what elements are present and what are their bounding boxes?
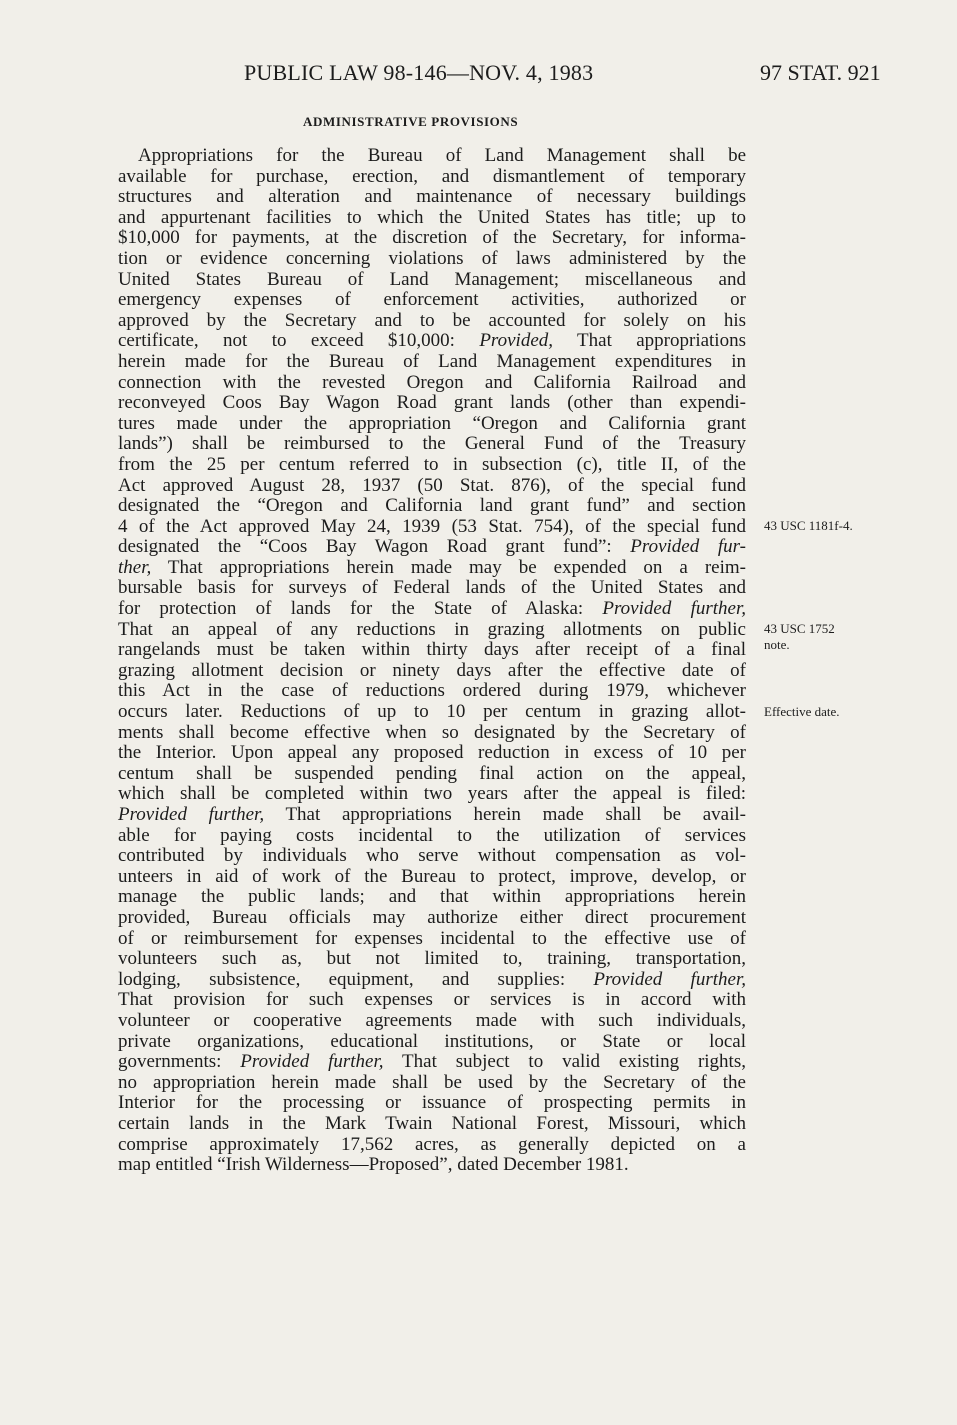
margin-note-citation-2 — [764, 621, 835, 653]
body-line: provided, Bureau officials may authorize either direct procurement — [118, 906, 746, 928]
body-line: tion or evidence concerning violations of laws administered by the — [118, 247, 746, 269]
body-line: That an appeal of any reductions in grazing allotments on public — [118, 618, 746, 640]
body-line: and appurtenant facilities to which the United States has title; up to — [118, 206, 746, 228]
body-line: lodging, subsistence, equipment, and supplies: Provided further, — [118, 968, 746, 990]
body-line: Provided further, That appropriations herein made shall be avail- — [118, 804, 746, 825]
body-line: structures and alteration and maintenance of necessary buildings — [118, 186, 746, 208]
margin-note-citation-1: 43 USC 1181f-4. — [764, 518, 853, 533]
body-line: certain lands in the Mark Twain National Forest, Missouri, which — [118, 1112, 746, 1134]
body-line: lands”) shall be reimbursed to the General Fund of the Treasury — [118, 433, 746, 455]
body-line: comprise approximately 17,562 acres, as generally depicted on a — [118, 1133, 746, 1155]
body-line: volunteer or cooperative agreements made with such individuals, — [118, 1009, 746, 1031]
body-line: That provision for such expenses or services is in accord with — [118, 989, 746, 1011]
body-line: ments shall become effective when so designated by the Secretary of — [118, 721, 746, 743]
body-line: which shall be completed within two years after the appeal is filed: — [118, 783, 746, 805]
body-line: private organizations, educational institutions, or State or local — [118, 1030, 746, 1052]
body-line: available for purchase, erection, and dismantlement of temporary — [118, 165, 746, 187]
body-line: ther, That appropriations herein made may be expended on a reim- — [118, 556, 746, 578]
running-header-law: PUBLIC LAW 98-146—NOV. 4, 1983 — [244, 60, 594, 85]
body-line: 4 of the Act approved May 24, 1939 (53 Stat. 754), of the special fund — [118, 515, 746, 537]
body-line: grazing allotment decision or ninety days after the effective date of — [118, 659, 746, 681]
body-line: manage the public lands; and that within appropriations herein — [118, 886, 746, 908]
body-line: connection with the revested Oregon and California Railroad and — [118, 371, 746, 393]
body-line: able for paying costs incidental to the utilization of services — [118, 824, 746, 846]
body-line: $10,000 for payments, at the discretion of the Secretary, for informa- — [118, 227, 746, 249]
body-line: Act approved August 28, 1937 (50 Stat. 876), of the special fund — [118, 474, 746, 496]
body-line: map entitled “Irish Wilderness—Proposed”, dated December 1981. — [118, 1154, 629, 1176]
body-line: Interior for the processing or issuance of prospecting permits in — [118, 1092, 746, 1114]
margin-note-citation-2-line-2: note. — [764, 637, 790, 652]
body-line: contributed by individuals who serve without compensation as vol- — [118, 845, 746, 867]
body-line: Appropriations for the Bureau of Land Management shall be — [138, 145, 746, 166]
body-line: tures made under the appropriation “Oregon and California grant — [118, 412, 746, 434]
body-line: emergency expenses of enforcement activities, authorized or — [118, 289, 746, 311]
margin-note-effective-date: Effective date. — [764, 704, 840, 719]
body-line: unteers in aid of work of the Bureau to protect, improve, develop, or — [118, 865, 746, 887]
body-line: United States Bureau of Land Management; miscellaneous and — [118, 268, 746, 290]
body-line: the Interior. Upon appeal any proposed reduction in excess of 10 per — [118, 742, 746, 764]
body-line: of or reimbursement for expenses incidental to the effective use of — [118, 927, 746, 949]
body-line: this Act in the case of reductions ordered during 1979, whichever — [118, 680, 746, 702]
margin-note-citation-2-line-1: 43 USC 1752 — [764, 621, 835, 636]
body-line: reconveyed Coos Bay Wagon Road grant lands (other than expendi- — [118, 392, 746, 414]
body-line: rangelands must be taken within thirty days after receipt of a final — [118, 639, 746, 661]
body-line: centum shall be suspended pending final action on the appeal, — [118, 762, 746, 784]
body-line: volunteers such as, but not limited to, training, transportation, — [118, 948, 746, 970]
running-header-page-number: 97 STAT. 921 — [760, 60, 881, 85]
body-paragraph — [118, 146, 746, 1176]
body-line: approved by the Secretary and to be accounted for solely on his — [118, 309, 746, 331]
body-line: designated the “Oregon and California land grant fund” and section — [118, 495, 746, 517]
body-line: certificate, not to exceed $10,000: Provided, That appropriations — [118, 330, 746, 352]
body-line: bursable basis for surveys of Federal lands of the United States and — [118, 577, 746, 599]
body-line: herein made for the Bureau of Land Management expenditures in — [118, 350, 746, 372]
body-line: occurs later. Reductions of up to 10 per centum in grazing allot- — [118, 701, 746, 723]
body-line: no appropriation herein made shall be used by the Secretary of the — [118, 1071, 746, 1093]
body-line: governments: Provided further, That subject to valid existing rights, — [118, 1051, 746, 1073]
section-title: ADMINISTRATIVE PROVISIONS — [303, 114, 519, 129]
body-line: for protection of lands for the State of Alaska: Provided further, — [118, 598, 746, 620]
body-line: designated the “Coos Bay Wagon Road grant fund”: Provided fur- — [118, 536, 746, 558]
body-line: from the 25 per centum referred to in subsection (c), title II, of the — [118, 453, 746, 475]
